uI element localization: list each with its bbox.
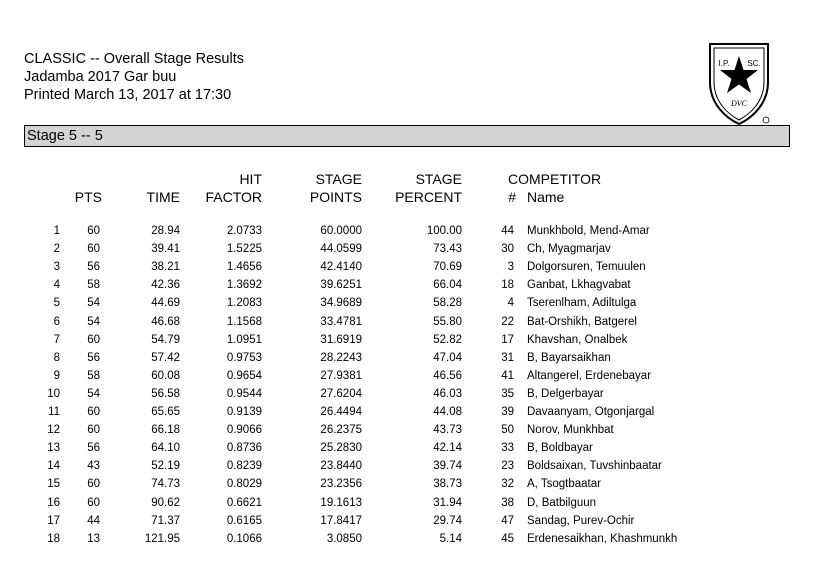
hit-factor-cell: 2.0733 [226, 225, 262, 237]
stage-points-cell: 27.6204 [320, 387, 362, 400]
result-row [0, 439, 816, 457]
competitor-number-cell: 31 [501, 351, 514, 364]
svg-text:I.P.: I.P. [718, 59, 730, 68]
result-row [0, 385, 816, 403]
competitor-number-cell: 22 [501, 315, 514, 328]
place-cell: 13 [47, 442, 60, 455]
stage-points-cell: 33.4781 [320, 315, 362, 328]
result-row [0, 530, 816, 548]
competitor-name-cell: Ganbat, Lkhagvabat [527, 279, 631, 292]
stage-percent-cell: 42.14 [433, 442, 462, 455]
time-cell: 38.21 [151, 261, 180, 274]
stage-points-cell: 28.2243 [320, 351, 362, 364]
hit-factor-cell: 0.8029 [226, 478, 262, 491]
competitor-name-cell: Boldsaixan, Tuvshinbaatar [527, 460, 662, 473]
stage-points-cell: 17.8417 [320, 514, 362, 527]
pts-cell: 60 [87, 406, 100, 418]
col-hit-factor-top: HIT [239, 171, 262, 187]
hit-factor-cell: 1.2083 [226, 297, 262, 310]
place-cell: 1 [53, 225, 60, 237]
pts-cell: 44 [87, 514, 100, 527]
stage-percent-cell: 66.04 [433, 279, 462, 292]
competitor-number-cell: 33 [501, 442, 514, 455]
stage-percent-cell: 44.08 [433, 406, 462, 418]
stage-percent-cell: 52.82 [433, 333, 462, 346]
stage-points-cell: 23.8440 [320, 460, 362, 473]
stage-points-cell: 34.9689 [320, 297, 362, 310]
match-name: Jadamba 2017 Gar buu [24, 69, 177, 85]
competitor-name-cell: A, Tsogtbaatar [527, 478, 601, 491]
col-stage-percent-top: STAGE [415, 171, 462, 187]
hit-factor-cell: 1.1568 [226, 315, 262, 328]
pts-cell: 60 [87, 333, 100, 346]
time-cell: 28.94 [151, 225, 180, 237]
hit-factor-cell: 0.9753 [226, 351, 262, 364]
hit-factor-cell: 1.0951 [226, 333, 262, 346]
stage-percent-cell: 55.80 [433, 315, 462, 328]
col-hit-factor-bottom: FACTOR [205, 189, 262, 205]
pts-cell: 60 [87, 496, 100, 509]
place-cell: 15 [47, 478, 60, 491]
result-row [0, 512, 816, 530]
stage-points-cell: 42.4140 [320, 261, 362, 274]
result-row [0, 475, 816, 493]
hit-factor-cell: 1.5225 [226, 243, 262, 256]
time-cell: 65.65 [151, 406, 180, 418]
competitor-number-cell: 30 [501, 243, 514, 256]
stage-percent-cell: 38.73 [433, 478, 462, 491]
hit-factor-cell: 0.8239 [226, 460, 262, 473]
pts-cell: 43 [87, 460, 100, 473]
hit-factor-cell: 1.3692 [226, 279, 262, 292]
stage-percent-cell: 46.03 [433, 387, 462, 400]
report-title: CLASSIC -- Overall Stage Results [24, 51, 244, 67]
pts-cell: 54 [87, 297, 100, 310]
svg-text:DVC: DVC [731, 99, 747, 108]
competitor-number-cell: 41 [501, 369, 514, 382]
competitor-name-cell: Erdenesaikhan, Khashmunkh [527, 532, 678, 545]
competitor-name-cell: Davaanyam, Otgonjargal [527, 406, 655, 418]
col-number: # [508, 189, 516, 205]
time-cell: 46.68 [151, 315, 180, 328]
place-cell: 16 [47, 496, 60, 509]
col-pts: PTS [74, 189, 102, 205]
competitor-name-cell: Altangerel, Erdenebayar [527, 369, 652, 382]
stage-title: Stage 5 -- 5 [27, 128, 103, 144]
stage-percent-cell: 43.73 [433, 424, 462, 437]
hit-factor-cell: 0.6165 [226, 514, 262, 527]
stage-percent-cell: 58.28 [433, 297, 462, 310]
pts-cell: 56 [87, 442, 100, 455]
competitor-name-cell: Tserenlham, Adiltulga [527, 297, 637, 310]
result-row [0, 331, 816, 349]
place-cell: 17 [47, 514, 60, 527]
competitor-number-cell: 3 [507, 261, 514, 274]
time-cell: 54.79 [151, 333, 180, 346]
stage-points-cell: 3.0850 [326, 532, 362, 545]
competitor-name-cell: Munkhbold, Mend-Amar [527, 225, 650, 237]
place-cell: 9 [53, 369, 60, 382]
stage-points-cell: 31.6919 [320, 333, 362, 346]
place-cell: 14 [47, 460, 60, 473]
competitor-name-cell: Norov, Munkhbat [527, 424, 614, 437]
stage-points-cell: 23.2356 [320, 478, 362, 491]
hit-factor-cell: 0.6621 [226, 496, 262, 509]
ipsc-logo [708, 42, 770, 126]
stage-percent-cell: 47.04 [433, 351, 462, 364]
place-cell: 2 [53, 243, 60, 256]
hit-factor-cell: 0.9139 [226, 406, 262, 418]
result-row [0, 367, 816, 385]
stage-title-bar [24, 125, 790, 147]
time-cell: 39.41 [151, 243, 180, 256]
place-cell: 12 [47, 424, 60, 437]
stage-points-cell: 27.9381 [320, 369, 362, 382]
competitor-number-cell: 39 [501, 406, 514, 418]
pts-cell: 60 [87, 243, 100, 256]
competitor-number-cell: 50 [501, 424, 514, 437]
time-cell: 90.62 [151, 496, 180, 509]
result-row [0, 457, 816, 475]
col-time: TIME [146, 189, 180, 205]
result-row [0, 421, 816, 439]
result-row [0, 294, 816, 312]
stage-points-cell: 44.0599 [320, 243, 362, 256]
svg-text:SC.: SC. [747, 59, 761, 68]
time-cell: 71.37 [151, 514, 180, 527]
competitor-number-cell: 47 [501, 514, 514, 527]
competitor-number-cell: 35 [501, 387, 514, 400]
result-row [0, 313, 816, 331]
result-row [0, 349, 816, 367]
time-cell: 60.08 [151, 369, 180, 382]
place-cell: 7 [53, 333, 60, 346]
col-stage-points-bottom: POINTS [309, 189, 362, 205]
pts-cell: 60 [87, 478, 100, 491]
stage-percent-cell: 100.00 [426, 225, 462, 237]
pts-cell: 56 [87, 261, 100, 274]
stage-points-cell: 19.1613 [320, 496, 362, 509]
stage-percent-cell: 70.69 [433, 261, 462, 274]
stage-percent-cell: 31.94 [433, 496, 462, 509]
col-stage-percent-bottom: PERCENT [395, 189, 462, 205]
time-cell: 52.19 [151, 460, 180, 473]
hit-factor-cell: 0.1066 [226, 532, 262, 545]
stage-points-cell: 26.4494 [320, 406, 362, 418]
printed-date: Printed March 13, 2017 at 17:30 [24, 87, 232, 103]
time-cell: 121.95 [144, 532, 180, 545]
result-row [0, 403, 816, 421]
place-cell: 11 [48, 406, 60, 418]
pts-cell: 58 [87, 279, 100, 292]
col-stage-points-top: STAGE [315, 171, 362, 187]
hit-factor-cell: 0.9654 [226, 369, 262, 382]
competitor-number-cell: 18 [501, 279, 514, 292]
competitor-number-cell: 23 [501, 460, 514, 473]
pts-cell: 13 [87, 532, 100, 545]
pts-cell: 56 [87, 351, 100, 364]
competitor-name-cell: B, Boldbayar [527, 442, 593, 455]
stage-points-cell: 60.0000 [320, 225, 362, 237]
time-cell: 57.42 [151, 351, 180, 364]
competitor-name-cell: B, Bayarsaikhan [527, 351, 611, 364]
result-row [0, 240, 816, 258]
competitor-name-cell: Bat-Orshikh, Batgerel [527, 315, 637, 328]
place-cell: 4 [53, 279, 60, 292]
time-cell: 66.18 [151, 424, 180, 437]
competitor-name-cell: D, Batbilguun [527, 496, 597, 509]
stage-points-cell: 39.6251 [320, 279, 362, 292]
stage-points-cell: 25.2830 [320, 442, 362, 455]
time-cell: 56.58 [151, 387, 180, 400]
competitor-name-cell: Ch, Myagmarjav [527, 243, 611, 256]
competitor-name-cell: Dolgorsuren, Temuulen [527, 261, 646, 274]
pts-cell: 60 [87, 225, 100, 237]
result-row [0, 222, 816, 240]
place-cell: 6 [53, 315, 60, 328]
stage-percent-cell: 39.74 [433, 460, 462, 473]
competitor-name-cell: Sandag, Purev-Ochir [527, 514, 635, 527]
place-cell: 3 [53, 261, 60, 274]
stage-percent-cell: 73.43 [433, 243, 462, 256]
stage-points-cell: 26.2375 [320, 424, 362, 437]
result-row [0, 494, 816, 512]
hit-factor-cell: 0.9066 [226, 424, 262, 437]
time-cell: 64.10 [151, 442, 180, 455]
competitor-number-cell: 38 [501, 496, 514, 509]
col-name: Name [527, 189, 565, 205]
time-cell: 42.36 [151, 279, 180, 292]
result-row [0, 258, 816, 276]
place-cell: 5 [53, 297, 60, 310]
result-row [0, 276, 816, 294]
stage-percent-cell: 5.14 [439, 532, 462, 545]
pts-cell: 60 [87, 424, 100, 437]
time-cell: 44.69 [151, 297, 180, 310]
competitor-number-cell: 32 [501, 478, 514, 491]
hit-factor-cell: 0.8736 [226, 442, 262, 455]
competitor-number-cell: 45 [501, 532, 514, 545]
pts-cell: 54 [87, 387, 100, 400]
competitor-name-cell: B, Delgerbayar [527, 387, 604, 400]
pts-cell: 54 [87, 315, 100, 328]
place-cell: 18 [47, 532, 60, 545]
col-competitor: COMPETITOR [508, 171, 602, 187]
hit-factor-cell: 1.4656 [226, 261, 262, 274]
competitor-number-cell: 44 [501, 225, 514, 237]
place-cell: 10 [47, 387, 60, 400]
pts-cell: 58 [87, 369, 100, 382]
competitor-number-cell: 17 [501, 333, 514, 346]
time-cell: 74.73 [151, 478, 180, 491]
place-cell: 8 [53, 351, 60, 364]
hit-factor-cell: 0.9544 [226, 387, 262, 400]
stage-percent-cell: 46.56 [433, 369, 462, 382]
competitor-name-cell: Khavshan, Onalbek [527, 333, 628, 346]
stage-percent-cell: 29.74 [433, 514, 462, 527]
competitor-number-cell: 4 [507, 297, 514, 310]
